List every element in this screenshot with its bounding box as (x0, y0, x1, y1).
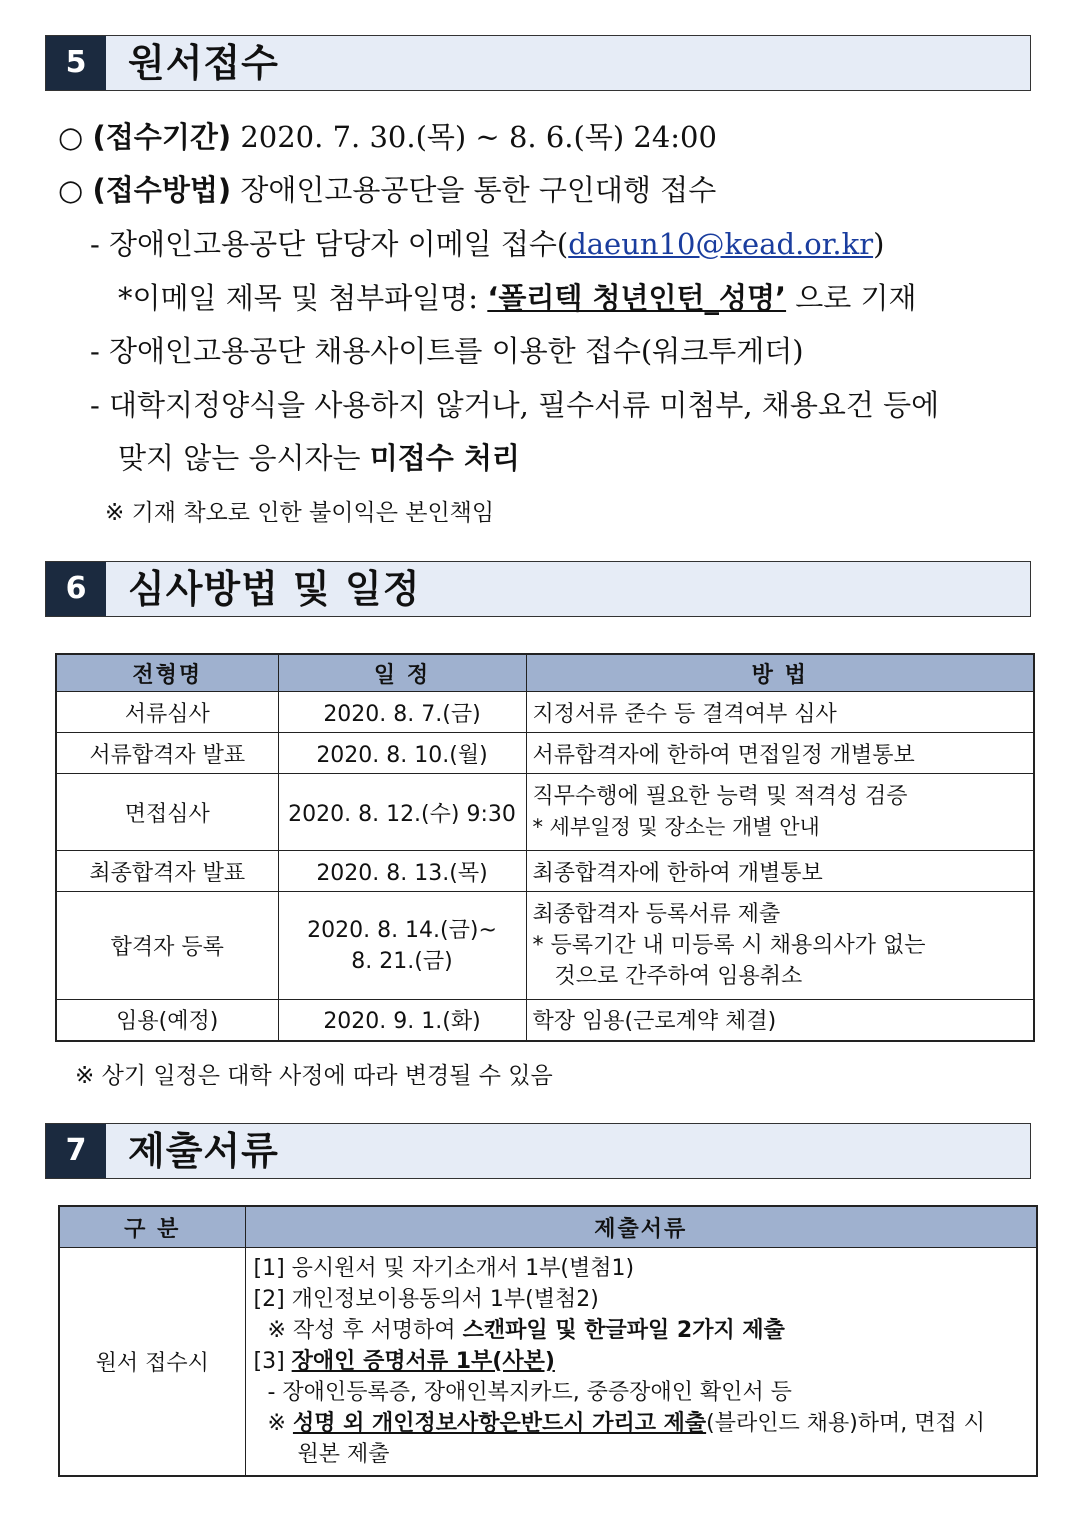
worktogether-line: - 장애인고용공단 채용사이트를 이용한 접수(워크투게더) (90, 334, 804, 368)
section5-footnote: ※ 기재 착오로 인한 불이익은 본인책임 (105, 500, 495, 526)
category-cell: 원서 접수시 (59, 1248, 245, 1476)
row-date: 2020. 8. 10.(월) (278, 733, 526, 774)
method-label: (접수방법) (92, 173, 232, 207)
section-7-header (45, 1123, 1031, 1179)
table-row (56, 733, 1034, 774)
section-number: 5 (46, 36, 106, 90)
requirement-bold: 미접수 처리 (369, 441, 520, 475)
section-6-header (45, 561, 1031, 617)
email-text: - 장애인고용공단 담당자 이메일 접수( (90, 227, 569, 261)
doc-3-prefix: [3] (253, 1348, 292, 1374)
doc-3-note-suffix: (블라인드 채용)하며, 면접 시 (706, 1410, 986, 1436)
requirement-cont: 맞지 않는 응시자는 (118, 441, 370, 475)
section-title: 제출서류 (128, 1129, 279, 1173)
documents-table (58, 1205, 1038, 1477)
doc-3-sub: - 장애인등록증, 장애인복지카드, 중증장애인 확인서 등 (267, 1379, 792, 1405)
row-name: 면접심사 (56, 774, 278, 851)
doc-1: [1] 응시원서 및 자기소개서 1부(별첨1) (253, 1255, 635, 1281)
table-row (56, 892, 1034, 1000)
requirement-cont-line (118, 436, 520, 477)
period-label: (접수기간) (92, 120, 232, 154)
header-date: 일 정 (278, 654, 526, 692)
doc-2-note-bold: 스캔파일 및 한글파일 2가지 제출 (462, 1317, 785, 1343)
email-note-line (118, 276, 917, 317)
row-method: 직무수행에 필요한 능력 및 적격성 검증 (532, 784, 908, 809)
table-row (56, 1000, 1034, 1041)
circle-bullet-icon: ○ (58, 120, 84, 154)
row-date: 2020. 9. 1.(화) (278, 1000, 526, 1041)
method-line (58, 168, 716, 209)
period-value: 2020. 7. 30.(목) ~ 8. 6.(목) 24:00 (240, 120, 717, 154)
requirement-line: - 대학지정양식을 사용하지 않거나, 필수서류 미첨부, 채용요건 등에 (90, 388, 940, 422)
row-date-2: 8. 21.(금) (351, 948, 453, 974)
doc-3-note-prefix: ※ (267, 1410, 293, 1436)
header-documents: 제출서류 (245, 1206, 1037, 1248)
doc-2-note (254, 1315, 1029, 1346)
method-value: 장애인고용공단을 통한 구인대행 접수 (240, 173, 717, 207)
section-5-header (45, 35, 1031, 91)
section-number: 7 (46, 1124, 106, 1178)
email-note-prefix: *이메일 제목 및 첨부파일명: (118, 281, 488, 315)
period-line (58, 115, 717, 156)
header-category: 구 분 (59, 1206, 245, 1248)
row-method: 최종합격자 등록서류 제출 (532, 902, 781, 927)
row-date: 2020. 8. 14.(금)~ (307, 917, 497, 943)
row-method: 서류합격자에 한하여 면접일정 개별통보 (526, 733, 1034, 774)
section-title: 심사방법 및 일정 (128, 567, 421, 611)
row-method-cell (526, 892, 1034, 1000)
documents-cell (245, 1248, 1037, 1476)
row-name: 임용(예정) (56, 1000, 278, 1041)
row-name: 합격자 등록 (56, 892, 278, 1000)
table-header-row (59, 1206, 1037, 1248)
doc-2-note-prefix: ※ 작성 후 서명하여 (267, 1317, 463, 1343)
doc-3-note (254, 1408, 1029, 1439)
row-date: 2020. 8. 12.(수) 9:30 (278, 774, 526, 851)
header-method: 방 법 (526, 654, 1034, 692)
table-row (56, 692, 1034, 733)
doc-2: [2] 개인정보이용동의서 1부(별첨2) (253, 1286, 599, 1312)
row-method-note: * 세부일정 및 장소는 개별 안내 (532, 815, 820, 839)
row-name: 최종합격자 발표 (56, 851, 278, 892)
email-line (90, 222, 884, 263)
row-method: 최종합격자에 한하여 개별통보 (526, 851, 1034, 892)
doc-3-bold: 장애인 증명서류 1부(사본) (291, 1348, 555, 1374)
header-stage: 전형명 (56, 654, 278, 692)
row-date: 2020. 8. 13.(목) (278, 851, 526, 892)
row-method-note: * 등록기간 내 미등록 시 채용의사가 없는 (532, 933, 926, 958)
email-link[interactable]: daeun10@kead.or.kr (568, 227, 874, 261)
doc-3 (254, 1346, 1029, 1377)
row-date-cell (278, 892, 526, 1000)
section6-footnote: ※ 상기 일정은 대학 사정에 따라 변경될 수 있음 (75, 1063, 553, 1089)
table-row (56, 774, 1034, 851)
table-header-row (56, 654, 1034, 692)
email-note-bold: ‘폴리텍 청년인턴_성명’ (487, 281, 787, 315)
row-method-note-2: 것으로 간주하여 임용취소 (554, 964, 803, 989)
circle-bullet-icon: ○ (58, 173, 84, 207)
schedule-table (55, 653, 1035, 1042)
table-row (59, 1248, 1037, 1476)
row-method: 학장 임용(근로계약 체결) (526, 1000, 1034, 1041)
row-name: 서류합격자 발표 (56, 733, 278, 774)
row-method-cell (526, 774, 1034, 851)
section-number: 6 (46, 562, 106, 616)
row-method: 지정서류 준수 등 결격여부 심사 (526, 692, 1034, 733)
doc-3-note-bold: 성명 외 개인정보사항은반드시 가리고 제출 (292, 1410, 707, 1436)
email-note-suffix: 으로 기재 (786, 281, 917, 315)
row-name: 서류심사 (56, 692, 278, 733)
row-date: 2020. 8. 7.(금) (278, 692, 526, 733)
section-title: 원서접수 (128, 41, 279, 85)
table-row (56, 851, 1034, 892)
doc-3-note-cont: 원본 제출 (297, 1441, 390, 1467)
email-close: ) (873, 227, 885, 261)
